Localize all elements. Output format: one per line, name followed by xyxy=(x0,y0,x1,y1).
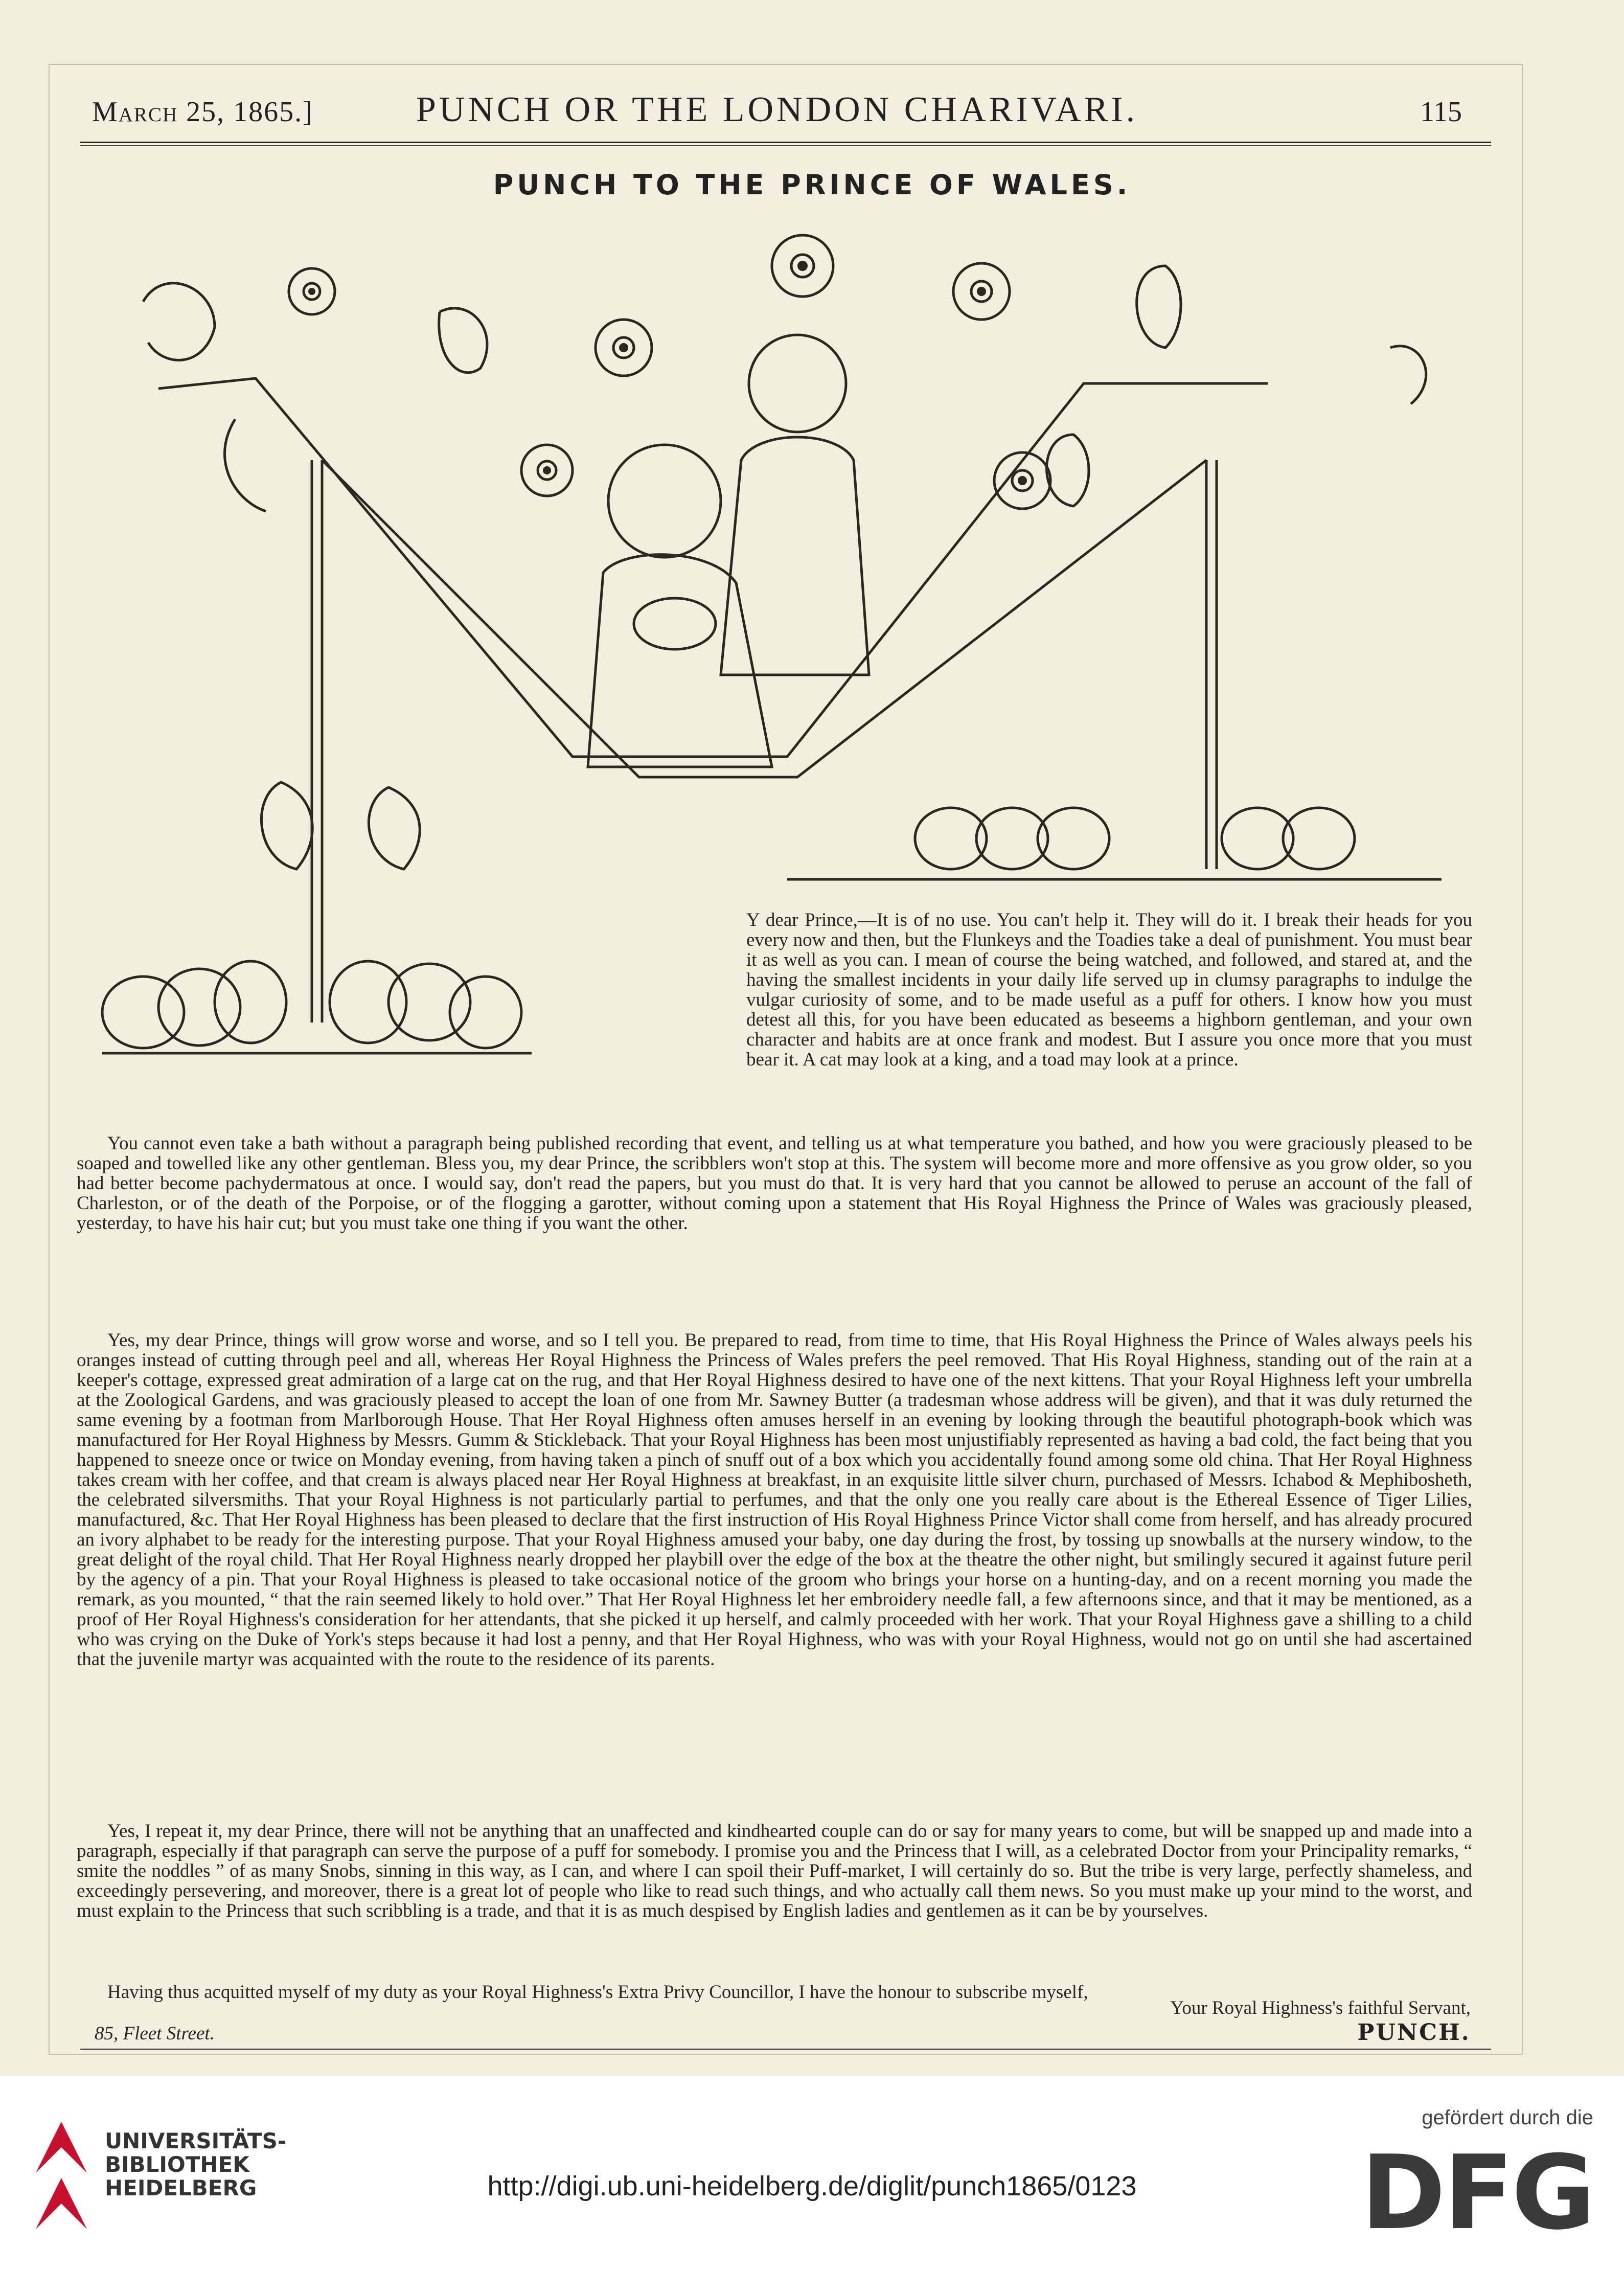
header-rule xyxy=(80,142,1491,143)
letter-m-right-stem xyxy=(1206,460,1217,869)
listening-ears xyxy=(1047,266,1181,506)
intro-paragraph: Y dear Prince,—It is of no use. You can't help it. They will do it. I break their heads for you every now and then, but the Flunkeys and the Toadies take a deal of punishment. You must bear it as well as you can. I mean of course the being watched, and followed, and stared at, and the having the smallest incidents in your daily life served up in clumsy paragraphs to indulge the vulgar curiosity of some, and to be made useful as a puff for others. I know how you must detest all this, for you have been educated as beseems a highborn gentleman, and your own character and habits are at once frank and modest. But I assure you once more that you must bear it. A cat may look at a king, and a toad may look at a prince. xyxy=(746,910,1472,1070)
parrots xyxy=(261,782,420,869)
body-paragraph: Yes, I repeat it, my dear Prince, there will not be anything that an unaffected and kindhearted couple can do or say for many years to come, but will be snapped up and made into a paragraph, especially if that paragraph can serve the purpose of a puff for somebody. I promise you and the Princess that I will, as a celebrated Doctor from your Principality remarks, “ smite the noddles ” of as many Snobs, sinning in this way, as I can, and where I can spoil their Puff-market, I will certainly do so. But the tribe is very large, perfectly shameless, and exceedingly persevering, and moreover, there is a great lot of people who like to read such things, and who actually call them news. So you must make up your mind to the worst, and must explain to the Princess that such scribbling is a trade, and that it is as much despised by English ladies and gentlemen as it can be by yourselves. xyxy=(77,1821,1472,1921)
princess-body xyxy=(588,555,772,767)
prince-head xyxy=(749,335,846,432)
pupils xyxy=(308,261,1027,485)
masthead: PUNCH OR THE LONDON CHARIVARI. xyxy=(416,90,1138,129)
issue-date: March 25, 1865.] xyxy=(92,96,313,128)
page-number: 115 xyxy=(1420,96,1462,128)
library-name-line: HEIDELBERG xyxy=(105,2175,257,2200)
library-name-line: BIBLIOTHEK xyxy=(105,2152,249,2177)
article-title: PUNCH TO THE PRINCE OF WALES. xyxy=(493,169,1131,201)
body-paragraph: You cannot even take a bath without a paragraph being published recording that event, and telling us at what temperature you bathed, and how you were graciously pleased to be soaped and towelled like any other gentleman. Bless you, my dear Prince, the scribblers won't stop at this. The system will become more and more offensive as you grow older, so you had better become pachydermatous at once. I would say, don't read the papers, but you must do that. It is very hard that you cannot be allowed to peruse an account of the fall of Charleston, or of the death of the Porpoise, or of the flogging a garotter, without coming upon a statement that His Royal Highness the Prince of Wales was graciously pleased, yesterday, to have his hair cut; but you must take one thing if you want the other. xyxy=(77,1133,1472,1234)
prince-body xyxy=(721,437,869,675)
watching-eyes xyxy=(289,235,1050,509)
baby xyxy=(634,598,716,649)
header-rule-thin xyxy=(80,145,1491,146)
letter-m-left-stem xyxy=(312,460,322,1023)
address: 85, Fleet Street. xyxy=(95,2023,215,2044)
source-url-link[interactable]: http://digi.ub.uni-heidelberg.de/diglit/punch1865/0123 xyxy=(487,2171,1137,2201)
body-paragraph: Yes, my dear Prince, things will grow worse and worse, and so I tell you. Be prepared to read, from time to time, that His Royal Highness the Prince of Wales always peels his oranges instead of cutting through peel and all, whereas Her Royal Highness the Princess of Wales prefers the peel removed. That His Royal Highness, standing out of the rain at a keeper's cottage, expressed great admiration of a large cat on the rug, and that Her Royal Highness desired to have one of the next kittens. That your Royal Highness left your umbrella at the Zoological Gardens, and was graciously pleased to accept the loan of one from Mr. Sawney Butter (a tradesman whose address will be given), and that it was duly returned the same evening by a footman from Marlborough House. That Her Royal Highness often amuses herself in an evening by looking through the beautiful photograph-book which was manufactured for Her Royal Highness by Messrs. Gumm & Stickleback. That your Royal Highness has been most unjustifiably represented as having a bad cold, the fact being that you happened to sneeze once or twice on Monday evening, from having taken a pinch of snuff out of a box which you accidentally found among some old china. That Her Royal Highness takes cream with her coffee, and that cream is always placed near Her Royal Highness at breakfast, in an exquisite little silver churn, purchased of Messrs. Ichabod & Mephibosheth, the celebrated silversmiths. That your Royal Highness is not particularly partial to perfumes, and that the only one you really care about is the Ethereal Essence of Tiger Lilies, manufactured, &c. That Her Royal Highness has been pleased to declare that the first instruction of His Royal Highness Prince Victor shall come from herself, and has already procured an ivory alphabet to be ready for the interesting purpose. That your Royal Highness amused your baby, one day during the frost, by tossing up snowballs at the nursery window, to the great delight of the royal child. That Her Royal Highness nearly dropped her playbill over the edge of the box at the theatre the other night, but smilingly secured it against future peril by the agency of a pin. That your Royal Highness is pleased to take occasional notice of the groom who brings your horse on a hunting-day, and on a recent morning you made the remark, as you mounted, “ that the rain seemed likely to hold over.” That Her Royal Highness let her embroidery needle fall, a few afternoons since, and that it may be mentioned, as a proof of Her Royal Highness's consideration for her attendants, that she picked it up herself, and calmly proceeded with her work. That your Royal Highness gave a shilling to a child who was crying on the Duke of York's steps because it had lost a penny, and that Her Royal Highness, who was with your Royal Highness, would not go on until she had ascertained that the juvenile martyr was acquainted with the route to the residence of its parents. xyxy=(77,1330,1472,1670)
signature: PUNCH. xyxy=(1357,2019,1471,2046)
dfg-logo[interactable]: DFG xyxy=(1361,2133,1593,2253)
closing-paragraph: Having thus acquitted myself of my duty as your Royal Highness's Extra Privy Councillor, I have the honour to subscribe myself, xyxy=(107,1982,1088,2003)
signoff: Your Royal Highness's faithful Servant, xyxy=(1170,1997,1471,2018)
scribbling-imps xyxy=(143,283,1426,511)
letter-m-top-stroke xyxy=(158,378,1268,757)
running-head xyxy=(82,89,1472,130)
footer-rule xyxy=(80,2049,1491,2050)
princess-head xyxy=(608,445,721,557)
library-name-line: UNIVERSITÄTS- xyxy=(105,2128,287,2153)
funding-note: gefördert durch die xyxy=(1422,2106,1593,2129)
